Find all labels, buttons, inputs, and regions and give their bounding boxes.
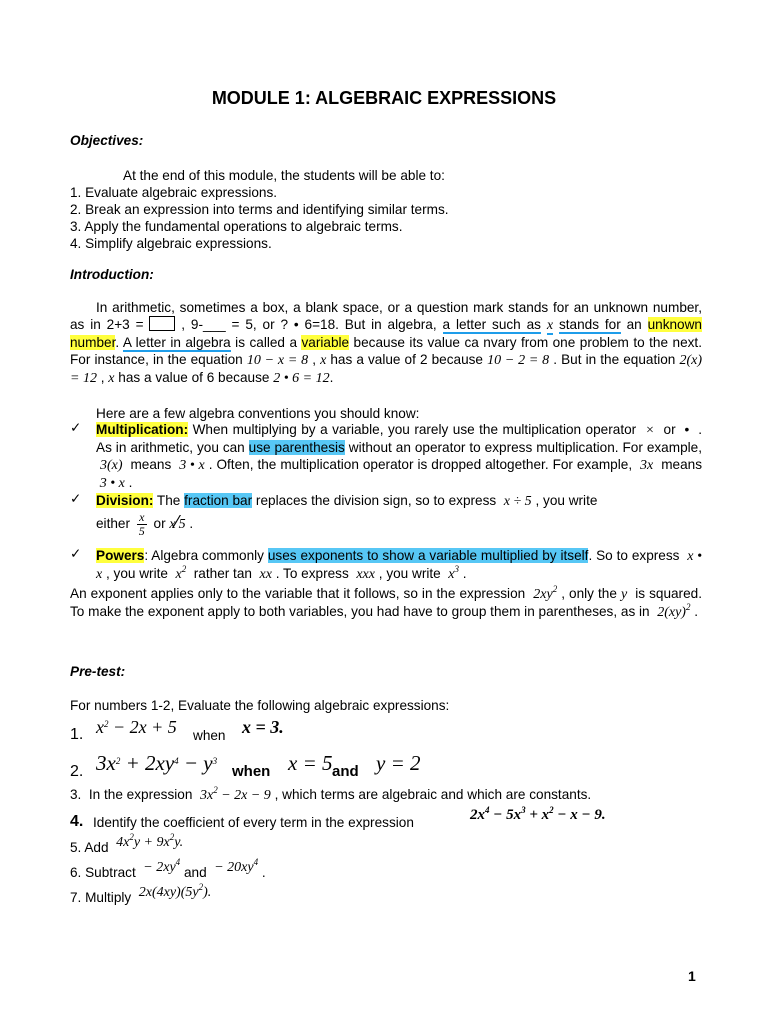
powers-label: Powers — [96, 548, 145, 563]
division-label: Division: — [96, 493, 154, 508]
objective-item-3: 3. Apply the fundamental operations to algebraic terms. — [70, 219, 403, 234]
introduction-paragraph: In arithmetic, sometimes a box, a blank space, or a question mark stands for an unknown number, as in 2+3 = , 9-___ = 5, or ? • 6=18. But in algebra, a letter such as x stands for an unknown number. A letter in algebra is called a variable because its value ca nvary from one problem to the next. For instance, in the equation 10 − x = 8 , x has a value of 2 because 10 − 2 = 8 . But in the equation 2(x) = 12 , x has a value of 6 because 2 • 6 = 12. — [70, 300, 702, 386]
multiplication-item: Multiplication: When multiplying by a variable, you rarely use the multiplication operator × or • . As in arithmetic, you can use parenthesis without an operator to express multiplication. For example, 3(x) means 3 • x . Often, the multiplication operator is dropped altogether. For example, 3x means 3 • x . — [96, 422, 703, 491]
pretest-item-4: 4. Identify the coefficient of every term in the expression $2x^4 - 5x^3 + x^2 - x - 9$. — [70, 805, 606, 830]
exponent-paragraph: An exponent applies only to the variable that it follows, so in the expression $2xy^2$ , only the y is squared. To make the exponent apply to both variables, you had have to group them in parentheses, as in 2(xy)$^2$ . — [70, 584, 702, 620]
page-number: 1 — [688, 968, 696, 984]
objective-item-1: 1. Evaluate algebraic expressions. — [70, 185, 278, 200]
division-example: either $\frac{x}{5}$ or x⁄5 . — [96, 510, 194, 538]
check-icon: ✓ — [70, 546, 82, 561]
objectives-heading: Objectives: — [70, 133, 144, 148]
powers-item: Powers: Algebra commonly uses exponents to show a variable multiplied by itself. So to express x • x , you write $x^2$ rather tan xx . To express xxx , you write $x^3$ . — [96, 548, 702, 582]
conventions-intro: Here are a few algebra conventions you should know: — [96, 406, 420, 421]
check-icon: ✓ — [70, 420, 82, 435]
division-item: Division: The fraction bar replaces the division sign, so to express x ÷ 5 , you write — [96, 493, 598, 509]
pretest-item-6: 6. Subtract − $2xy^4$ and − $20xy^4$ . — [70, 857, 266, 880]
multiplication-label: Multiplication: — [96, 422, 189, 437]
pretest-item-7: 7. Multiply $2x(4xy)(5y^2)$. — [70, 882, 212, 905]
check-icon: ✓ — [70, 491, 82, 506]
objective-item-2: 2. Break an expression into terms and identifying similar terms. — [70, 202, 449, 217]
page-title: MODULE 1: ALGEBRAIC EXPRESSIONS — [211, 88, 557, 108]
pretest-item-2: 2. $3x^2 + 2xy^4 - y^3$ when x = 5 and y = 2 — [70, 751, 421, 780]
objectives-block — [70, 167, 702, 252]
pretest-item-5: 5. Add $4x^2y + 9x^2y$. — [70, 832, 184, 855]
pretest-heading: Pre-test: — [70, 664, 126, 679]
introduction-heading: Introduction: — [70, 267, 154, 282]
objective-item-4: 4. Simplify algebraic expressions. — [70, 236, 272, 251]
pretest-item-1: 1. $x^2 - 2x + 5$ when x = 3. — [70, 717, 284, 743]
pretest-instruction: For numbers 1-2, Evaluate the following algebraic expressions: — [70, 698, 450, 713]
objectives-intro: At the end of this module, the students will be able to: — [123, 168, 445, 183]
pretest-item-3: 3. In the expression $3x^2 - 2x - 9$ , which terms are algebraic and which are constants. — [70, 785, 592, 803]
